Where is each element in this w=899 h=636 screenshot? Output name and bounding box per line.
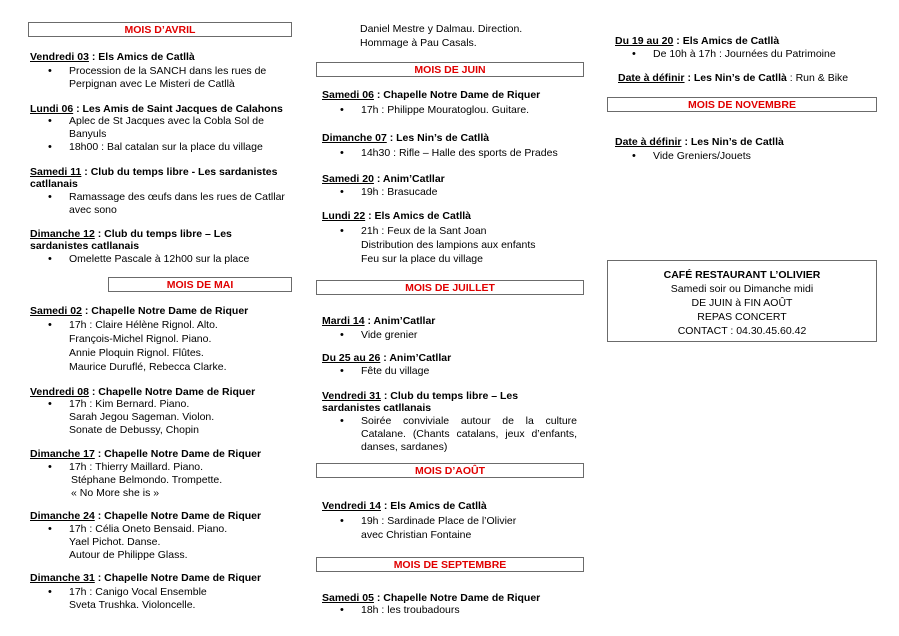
event-line: Perpignan avec Le Misteri de Catllà xyxy=(69,78,235,90)
event-title: Dimanche 07 : Les Nin’s de Catllà xyxy=(322,132,490,144)
restaurant-line: REPAS CONCERT xyxy=(697,311,787,323)
month-header-september: MOIS DE SEPTEMBRE xyxy=(316,557,584,572)
event-line: • Vide grenier xyxy=(361,329,417,342)
event-title: Dimanche 31 : Chapelle Notre Dame de Riquer xyxy=(30,572,262,584)
month-header-april: MOIS D’AVRIL xyxy=(28,22,292,37)
restaurant-line: DE JUIN à FIN AOÛT xyxy=(691,297,793,309)
event-title: Dimanche 12 : Club du temps libre – Les sardanistes catllanais xyxy=(30,228,232,252)
event-line: François-Michel Rignol. Piano. xyxy=(69,333,212,345)
event-title: Vendredi 08 : Chapelle Notre Dame de Riquer xyxy=(30,386,256,398)
event-line: • 17h : Philippe Mouratoglou. Guitare. xyxy=(361,104,529,117)
event-title: Samedi 11 : Club du temps libre - Les sardanistes catllanais xyxy=(30,166,278,190)
event-title: Lundi 06 : Les Amis de Saint Jacques de Calahons xyxy=(30,103,283,115)
event-line: Autour de Philippe Glass. xyxy=(69,549,188,561)
event-line: Sonate de Debussy, Chopin xyxy=(69,424,199,436)
event-line: Stéphane Belmondo. Trompette. xyxy=(71,474,223,486)
event-line: • Soirée conviviale autour de la culture Catalane. (Chants catalans, jeux d’enfants, danses, sardanes) xyxy=(361,415,577,454)
restaurant-title: CAFÉ RESTAURANT L’OLIVIER xyxy=(663,269,821,281)
event-title: Date à définir : Les Nin’s de Catllà : Run & Bike xyxy=(618,72,849,84)
restaurant-contact: CONTACT : 04.30.45.60.42 xyxy=(677,325,807,337)
event-line: Annie Ploquin Rignol. Flûtes. xyxy=(69,347,204,359)
event-line: Hommage à Pau Casals. xyxy=(360,37,477,49)
event-line: • 18h00 : Bal catalan sur la place du village xyxy=(69,141,263,154)
event-title: Samedi 20 : Anim’Catllar xyxy=(322,173,445,185)
event-title: Samedi 02 : Chapelle Notre Dame de Riquer xyxy=(30,305,249,317)
month-header-july: MOIS DE JUILLET xyxy=(316,280,584,295)
event-line: • Procession de la SANCH dans les rues de xyxy=(69,65,266,78)
event-line: Distribution des lampions aux enfants xyxy=(361,239,536,251)
event-title: Dimanche 17 : Chapelle Notre Dame de Riquer xyxy=(30,448,262,460)
event-line: avec Christian Fontaine xyxy=(361,529,472,541)
event-title: Du 25 au 26 : Anim’Catllar xyxy=(322,352,452,364)
event-line: • Fête du village xyxy=(361,365,429,378)
event-line: • 17h : Célia Oneto Bensaid. Piano. xyxy=(69,523,227,536)
event-line: • Aplec de St Jacques avec la Cobla Sol de xyxy=(69,115,264,128)
event-title: Mardi 14 : Anim’Catllar xyxy=(322,315,436,327)
event-line: Sarah Jegou Sageman. Violon. xyxy=(69,411,215,423)
event-line: Daniel Mestre y Dalmau. Direction. xyxy=(360,23,523,35)
event-line: • 19h : Brasucade xyxy=(361,186,437,199)
event-line: • 17h : Kim Bernard. Piano. xyxy=(69,398,189,411)
event-title: Du 19 au 20 : Els Amics de Catllà xyxy=(615,35,780,47)
event-line: • 17h : Claire Hélène Rignol. Alto. xyxy=(69,319,218,332)
restaurant-info-box xyxy=(607,260,877,342)
event-title: Date à définir : Les Nin’s de Catllà xyxy=(615,136,784,148)
event-title: Vendredi 31 : Club du temps libre – Les sardanistes catllanais xyxy=(322,390,519,414)
event-title: Samedi 05 : Chapelle Notre Dame de Riquer xyxy=(322,592,541,604)
restaurant-line: Samedi soir ou Dimanche midi xyxy=(670,283,814,295)
month-header-june: MOIS DE JUIN xyxy=(316,62,584,77)
event-line: Banyuls xyxy=(69,128,107,140)
event-title: Vendredi 14 : Els Amics de Catllà xyxy=(322,500,487,512)
month-header-may: MOIS DE MAI xyxy=(108,277,292,292)
event-line: • 17h : Thierry Maillard. Piano. xyxy=(69,461,203,474)
event-line: • 21h : Feux de la Sant Joan xyxy=(361,225,487,238)
event-line: Sveta Trushka. Violoncelle. xyxy=(69,599,196,611)
event-line: avec sono xyxy=(69,204,117,216)
event-line: • Vide Greniers/Jouets xyxy=(653,150,751,163)
event-title: Lundi 22 : Els Amics de Catllà xyxy=(322,210,471,222)
event-line: • Ramassage des œufs dans les rues de Catllar xyxy=(69,191,285,204)
event-line: Yael Pichot. Danse. xyxy=(69,536,161,548)
event-line: • 17h : Canigo Vocal Ensemble xyxy=(69,586,207,599)
event-line: • De 10h à 17h : Journées du Patrimoine xyxy=(653,48,836,61)
event-line: Maurice Duruflé, Rebecca Clarke. xyxy=(69,361,227,373)
event-title: Samedi 06 : Chapelle Notre Dame de Riquer xyxy=(322,89,541,101)
event-title: Dimanche 24 : Chapelle Notre Dame de Riquer xyxy=(30,510,262,522)
event-line: • 18h : les troubadours xyxy=(361,604,460,617)
month-header-august: MOIS D’AOÛT xyxy=(316,463,584,478)
month-header-november: MOIS DE NOVEMBRE xyxy=(607,97,877,112)
event-line: • 19h : Sardinade Place de l’Olivier xyxy=(361,515,516,528)
event-line: Feu sur la place du village xyxy=(361,253,483,265)
event-line: • 14h30 : Rifle – Halle des sports de Prades xyxy=(361,147,558,160)
event-line: • Omelette Pascale à 12h00 sur la place xyxy=(69,253,249,266)
event-title: Vendredi 03 : Els Amics de Catllà xyxy=(30,51,195,63)
event-line: « No More she is » xyxy=(71,487,160,499)
